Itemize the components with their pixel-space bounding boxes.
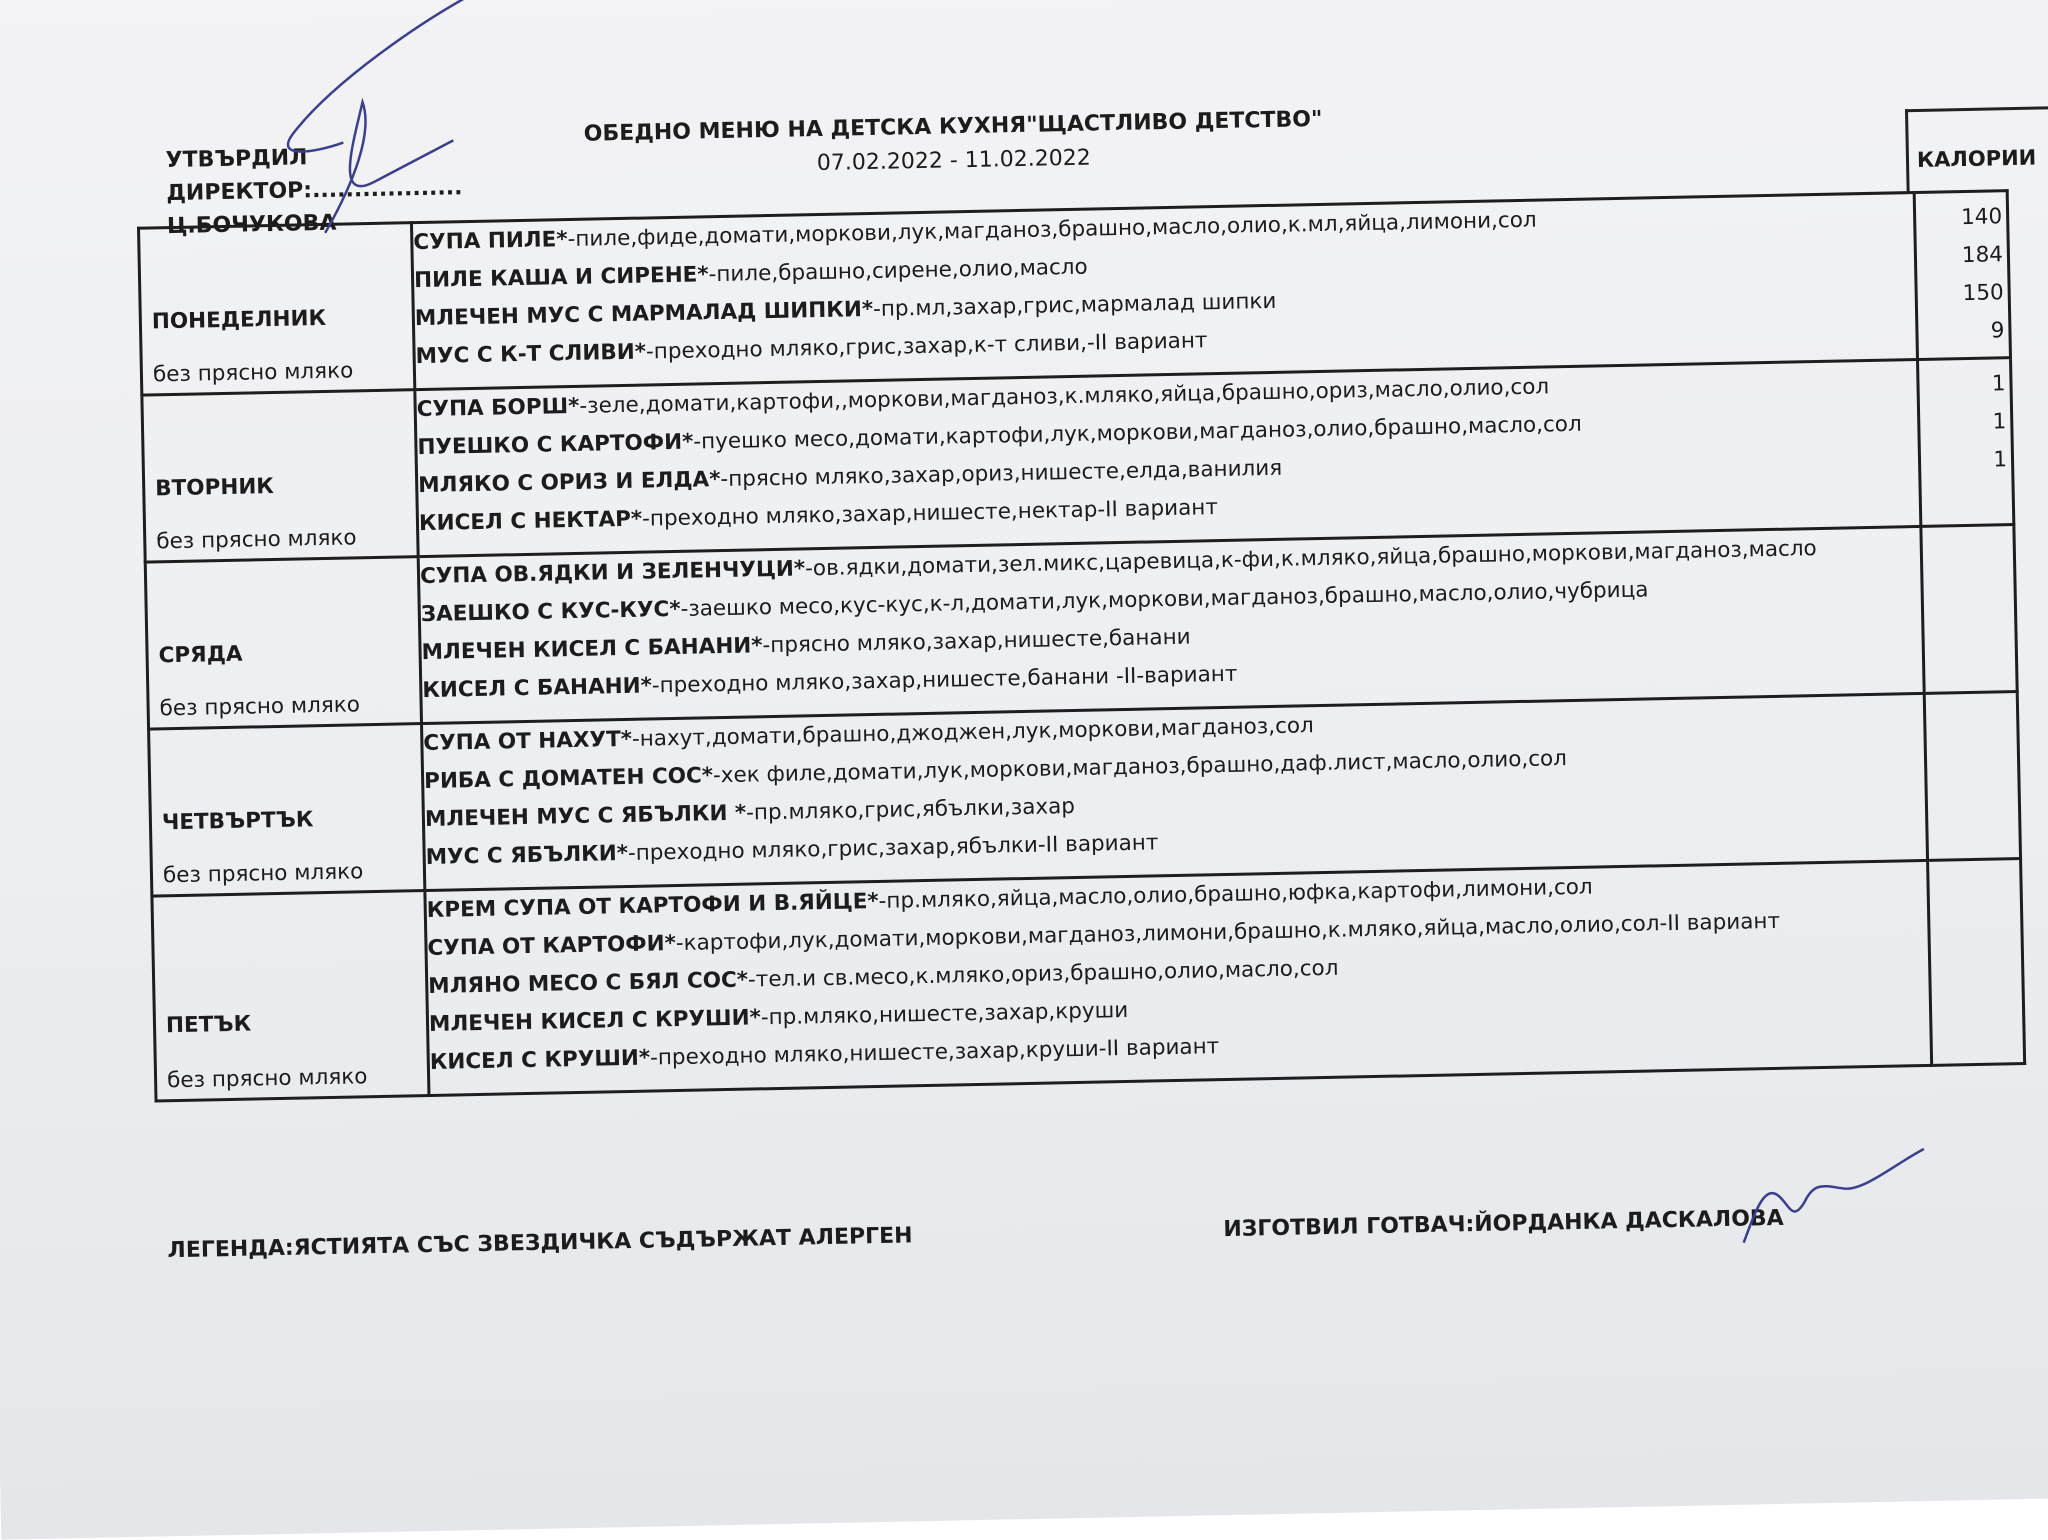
- dish-name: СУПА ОВ.ЯДКИ И ЗЕЛЕНЧУЦИ*: [419, 556, 806, 590]
- dish-ingredients: -заешко месо,кус-кус,к-л,домати,лук,моркови,магданоз,брашно,масло,олио,чубрица: [680, 577, 1649, 622]
- day-row: [152, 859, 2025, 1101]
- day-note: без прясно мляко: [156, 525, 357, 555]
- dishes-cell: [425, 860, 1932, 1095]
- director-name: Ц.БОЧУКОВА: [166, 210, 337, 240]
- dish-name: МЛЯНО МЕСО С БЯЛ СОС*: [428, 967, 749, 1000]
- dish-name: МЛЕЧЕН МУС С ЯБЪЛКИ *: [424, 800, 747, 833]
- dish-calories: 184: [1961, 242, 2004, 269]
- approved-label: УТВЪРДИЛ: [165, 145, 308, 174]
- dishes-cell: [415, 359, 1921, 556]
- legend-text: ЛЕГЕНДА:ЯСТИЯТА СЪС ЗВЕЗДИЧКА СЪДЪРЖАТ АЛЕРГЕН: [167, 1223, 913, 1264]
- dish-name: СУПА ОТ КАРТОФИ*: [427, 931, 677, 962]
- dish-name: КИСЕЛ С БАНАНИ*: [422, 673, 653, 704]
- dish-calories: [1929, 866, 2020, 906]
- cook-signature: [1734, 1139, 1936, 1253]
- dishes-cell: [418, 526, 1924, 723]
- dish-name: МЛЯКО С ОРИЗ И ЕЛДА*: [417, 467, 721, 499]
- dish-ingredients: -картофи,лук,домати,моркови,магданоз,лимони,брашно,к.мляко,яйца,масло,олио,сол-II вариант: [675, 908, 1781, 957]
- day-cell: [152, 891, 429, 1101]
- dish-ingredients: -пр.мляко,грис,ябълки,захар: [745, 793, 1076, 826]
- dish-calories: [1925, 646, 2016, 686]
- dish-calories: [1927, 737, 2018, 777]
- day-name: ЧЕТВЪРТЪК: [161, 807, 314, 836]
- dish-ingredients: -прясно мляко,захар,нишесте,банани: [762, 624, 1191, 659]
- day-cell: [145, 557, 421, 729]
- dish-calories: 150: [1962, 280, 2004, 307]
- dish-ingredients: -преходно мляко,захар,нишесте,нектар-II вариант: [641, 495, 1219, 532]
- calories-cell: [1918, 358, 2014, 527]
- dish-calories: [1928, 813, 2019, 853]
- dish-calories: [1921, 479, 2012, 519]
- dish-name: СУПА ОТ НАХУТ*: [423, 726, 633, 757]
- dish-calories: [1924, 608, 2015, 648]
- dish-name: МУС С К-Т СЛИВИ*: [415, 339, 647, 370]
- dish-ingredients: -пиле,фиде,домати,моркови,лук,магданоз,брашно,масло,олио,к.мл,яйца,лимони,сол: [567, 207, 1537, 253]
- dish-calories: [1923, 532, 2014, 572]
- dish-calories: [1927, 775, 2018, 815]
- dish-calories: 1: [1991, 371, 2006, 397]
- dish-ingredients: -зеле,домати,картофи,,моркови,магданоз,к.мляко,яйца,брашно,ориз,масло,олио,сол: [579, 374, 1550, 419]
- dishes-cell: [422, 693, 1928, 890]
- dish-calories: 9: [1990, 318, 2005, 344]
- dish-ingredients: -пр.мляко,нишесте,захар,круши: [760, 997, 1129, 1031]
- calories-cell: [1924, 692, 2020, 861]
- calories-header-cell: [1905, 106, 2048, 192]
- dish-name: СУПА БОРШ*: [416, 393, 580, 423]
- day-note: без прясно мляко: [152, 358, 354, 388]
- calories-cell: [1914, 191, 2010, 360]
- dish-ingredients: -прясно мляко,захар,ориз,нишесте,елда,ванилия: [720, 455, 1283, 493]
- dish-name: ПУЕШКО С КАРТОФИ*: [417, 429, 694, 461]
- day-name: ПЕТЪК: [165, 1011, 252, 1039]
- dish-ingredients: -пиле,брашно,сирене,олио,масло: [708, 254, 1088, 288]
- dish-calories: 1: [1992, 409, 2007, 435]
- day-cell: [149, 724, 425, 896]
- dish-name: МЛЕЧЕН КИСЕЛ С БАНАНИ*: [421, 633, 763, 666]
- dish-ingredients: -пр.мл,захар,грис,мармалад шипки: [872, 288, 1277, 322]
- dish-ingredients: -преходно мляко,грис,захар,к-т сливи,-II вариант: [645, 328, 1208, 365]
- day-note: без прясно мляко: [166, 1064, 368, 1094]
- dishes-cell: [411, 193, 1917, 390]
- dish-name: СУПА ПИЛЕ*: [413, 227, 568, 256]
- dish-calories: [1932, 1018, 2023, 1058]
- dish-calories: [1923, 570, 2014, 610]
- day-note: без прясно мляко: [159, 692, 361, 722]
- dish-ingredients: -преходно мляко,захар,нишесте,банани -II-вариант: [651, 661, 1238, 699]
- cook-text: ИЗГОТВИЛ ГОТВАЧ:ЙОРДАНКА ДАСКАЛОВА: [1223, 1205, 1784, 1243]
- dish-ingredients: -ов.ядки,домати,зел.микс,царевица,к-фи,к.мляко,яйца,брашно,моркови,магданоз,масло: [804, 536, 1817, 582]
- dish-name: ЗАЕШКО С КУС-КУС*: [420, 596, 681, 628]
- dish-calories: 1: [1993, 447, 2008, 473]
- calories-header: КАЛОРИИ: [1916, 145, 2037, 172]
- dish-ingredients: -пуешко месо,домати,картофи,лук,моркови,магданоз,олио,брашно,масло,сол: [693, 411, 1582, 455]
- menu-title: ОБЕДНО МЕНЮ НА ДЕТСКА КУХНЯ"ЩАСТЛИВО ДЕТСТВО": [583, 106, 1323, 147]
- dish-name: МЛЕЧЕН МУС С МАРМАЛАД ШИПКИ*: [414, 296, 874, 332]
- day-name: СРЯДА: [158, 641, 243, 669]
- dish-calories: [1930, 904, 2021, 944]
- day-note: без прясно мляко: [162, 859, 364, 889]
- title-block: [573, 103, 1334, 186]
- dish-name: МЛЕЧЕН КИСЕЛ С КРУШИ*: [428, 1005, 762, 1037]
- dish-name: РИБА С ДОМАТЕН СОС*: [423, 763, 714, 795]
- dish-ingredients: -пр.мляко,яйца,масло,олио,брашно,юфка,картофи,лимони,сол: [878, 874, 1593, 914]
- day-cell: [142, 390, 418, 562]
- dish-ingredients: -преходно мляко,грис,захар,ябълки-II вариант: [627, 830, 1159, 866]
- dish-calories: [1932, 980, 2023, 1020]
- dish-calories: [1926, 699, 2017, 739]
- dish-ingredients: -преходно мляко,нишесте,захар,круши-II вариант: [649, 1034, 1220, 1071]
- menu-table: [137, 189, 2026, 1102]
- dish-name: КРЕМ СУПА ОТ КАРТОФИ И В.ЯЙЦЕ*: [426, 888, 879, 924]
- dish-name: КИСЕЛ С КРУШИ*: [429, 1045, 651, 1075]
- day-name: ВТОРНИК: [154, 474, 275, 502]
- day-name: ПОНЕДЕЛНИК: [151, 305, 327, 335]
- director-line: ДИРЕКТОР:..................: [166, 175, 463, 207]
- dish-calories: 140: [1960, 204, 2003, 231]
- director-signature: [250, 0, 515, 254]
- dish-name: ПИЛЕ КАША И СИРЕНЕ*: [413, 262, 709, 294]
- dish-ingredients: -хек филе,домати,лук,моркови,магданоз,брашно,даф.лист,масло,олио,сол: [712, 746, 1568, 789]
- menu-dates: 07.02.2022 - 11.02.2022: [816, 145, 1091, 177]
- dish-name: МУС С ЯБЪЛКИ*: [425, 840, 629, 871]
- calories-cell: [1928, 859, 2025, 1066]
- dish-ingredients: -нахут,домати,брашно,джоджен,лук,моркови,магданоз,сол: [631, 713, 1315, 752]
- calories-cell: [1921, 525, 2017, 694]
- dish-ingredients: -тел.и св.месо,к.мляко,ориз,брашно,олио,масло,сол: [747, 955, 1339, 993]
- dish-calories: [1931, 942, 2022, 982]
- dish-name: КИСЕЛ С НЕКТАР*: [418, 506, 643, 537]
